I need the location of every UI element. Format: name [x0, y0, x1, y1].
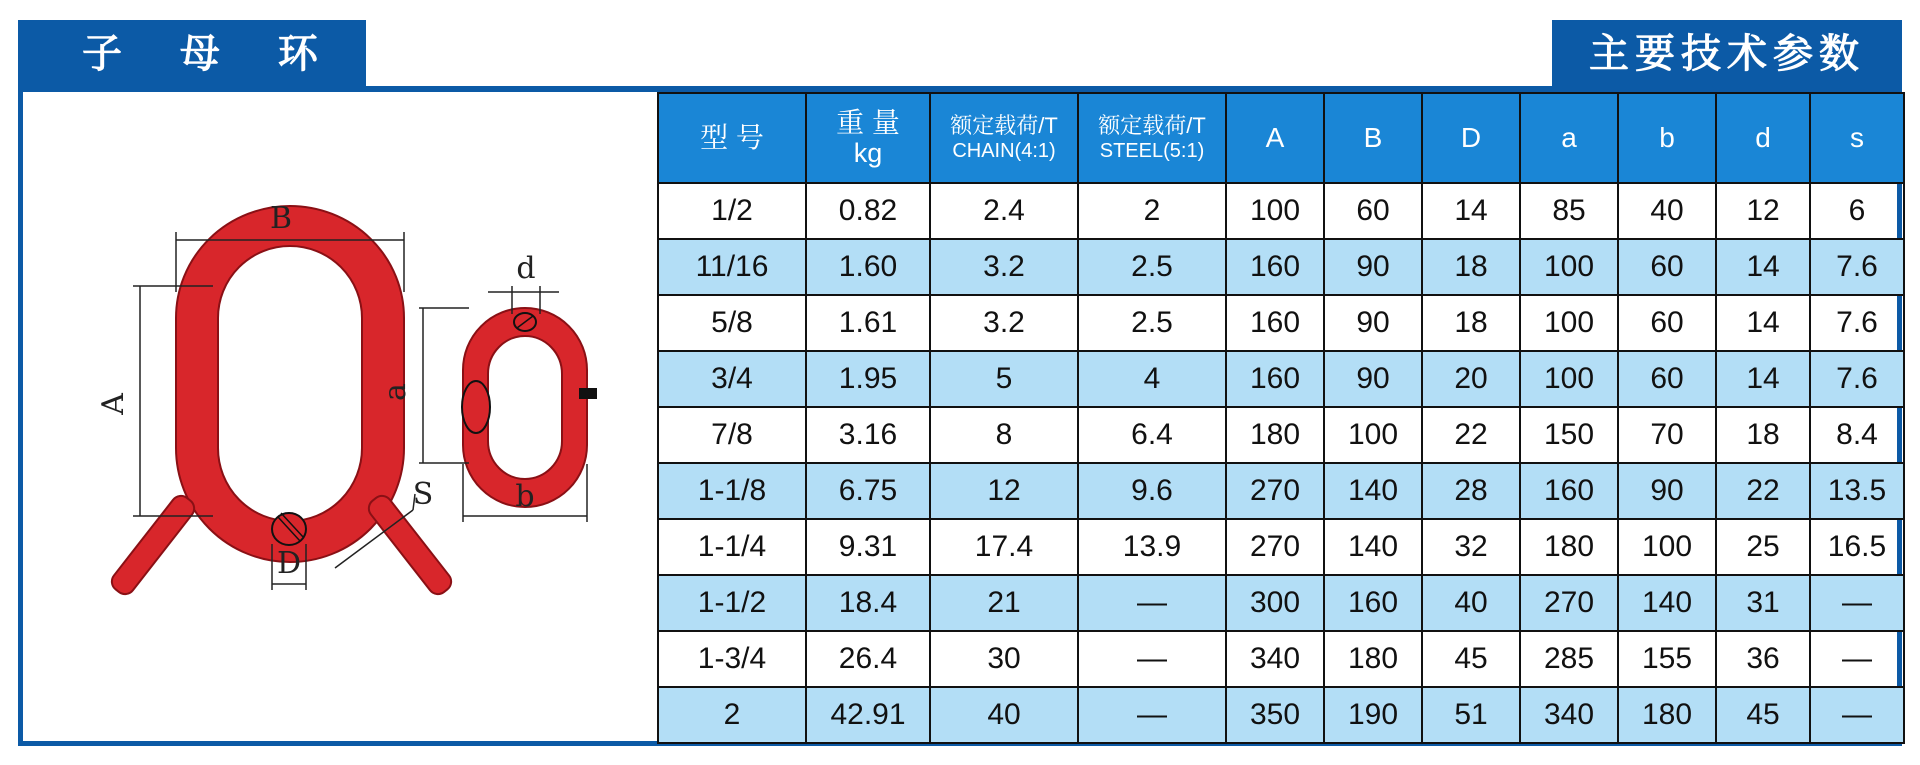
cell-s: 7.6 — [1810, 351, 1904, 407]
col-header-wll-steel — [1078, 93, 1226, 183]
cell-wll-steel: 2.5 — [1078, 295, 1226, 351]
cell-wll-steel: — — [1078, 631, 1226, 687]
cell-B: 90 — [1324, 239, 1422, 295]
label-D: D — [276, 546, 302, 581]
cell-d: 45 — [1716, 687, 1810, 743]
cell-weight: 1.61 — [806, 295, 930, 351]
cell-A: 300 — [1226, 575, 1324, 631]
table-row — [658, 407, 1904, 463]
cell-D: 32 — [1422, 519, 1520, 575]
wll-chain-ratio: CHAIN(4:1) — [952, 140, 1056, 163]
cell-wll-steel: — — [1078, 575, 1226, 631]
cell-B: 60 — [1324, 183, 1422, 239]
cell-wll-steel: 2.5 — [1078, 239, 1226, 295]
cell-wll-chain: 17.4 — [930, 519, 1078, 575]
col-header-wll-chain — [930, 93, 1078, 183]
cell-A: 180 — [1226, 407, 1324, 463]
cell-B: 190 — [1324, 687, 1422, 743]
cell-a: 85 — [1520, 183, 1618, 239]
cell-model: 11/16 — [658, 239, 806, 295]
cell-weight: 9.31 — [806, 519, 930, 575]
cell-d: 12 — [1716, 183, 1810, 239]
cell-b: 140 — [1618, 575, 1716, 631]
cell-weight: 1.60 — [806, 239, 930, 295]
cell-wll-chain: 21 — [930, 575, 1078, 631]
cell-s: 8.4 — [1810, 407, 1904, 463]
cell-wll-steel: 2 — [1078, 183, 1226, 239]
wll-steel-ratio: STEEL(5:1) — [1099, 140, 1205, 163]
cell-A: 350 — [1226, 687, 1324, 743]
cell-d: 22 — [1716, 463, 1810, 519]
cell-s: 7.6 — [1810, 295, 1904, 351]
cell-B: 180 — [1324, 631, 1422, 687]
cell-b: 60 — [1618, 239, 1716, 295]
cell-s: 13.5 — [1810, 463, 1904, 519]
cell-wll-chain: 12 — [930, 463, 1078, 519]
cell-D: 40 — [1422, 575, 1520, 631]
table-row — [658, 351, 1904, 407]
cell-model: 1-1/2 — [658, 575, 806, 631]
cell-weight: 6.75 — [806, 463, 930, 519]
cell-s: 7.6 — [1810, 239, 1904, 295]
cell-a: 180 — [1520, 519, 1618, 575]
cell-d: 31 — [1716, 575, 1810, 631]
cell-wll-chain: 40 — [930, 687, 1078, 743]
cell-A: 270 — [1226, 519, 1324, 575]
cell-A: 160 — [1226, 351, 1324, 407]
cell-B: 140 — [1324, 519, 1422, 575]
cell-A: 340 — [1226, 631, 1324, 687]
col-header-A: A — [1226, 93, 1324, 183]
cell-d: 25 — [1716, 519, 1810, 575]
col-header-d: d — [1716, 93, 1810, 183]
cell-a: 100 — [1520, 239, 1618, 295]
label-a: a — [378, 383, 413, 401]
cell-b: 155 — [1618, 631, 1716, 687]
cell-wll-steel: 4 — [1078, 351, 1226, 407]
table-row — [658, 295, 1904, 351]
cell-model: 1-1/4 — [658, 519, 806, 575]
table-row — [658, 239, 1904, 295]
weight-unit: kg — [853, 137, 883, 168]
cell-B: 90 — [1324, 295, 1422, 351]
cell-s: 16.5 — [1810, 519, 1904, 575]
cell-weight: 3.16 — [806, 407, 930, 463]
cell-wll-chain: 8 — [930, 407, 1078, 463]
col-header-a: a — [1520, 93, 1618, 183]
cell-b: 60 — [1618, 295, 1716, 351]
cell-B: 160 — [1324, 575, 1422, 631]
cell-model: 7/8 — [658, 407, 806, 463]
cell-A: 160 — [1226, 295, 1324, 351]
wll-steel-label: 额定载荷/T — [1098, 112, 1206, 138]
cell-D: 20 — [1422, 351, 1520, 407]
spec-table — [657, 92, 1905, 744]
cell-weight: 42.91 — [806, 687, 930, 743]
cell-D: 18 — [1422, 295, 1520, 351]
col-header-D: D — [1422, 93, 1520, 183]
cell-b: 180 — [1618, 687, 1716, 743]
cell-wll-steel: 9.6 — [1078, 463, 1226, 519]
cell-a: 100 — [1520, 351, 1618, 407]
cell-a: 100 — [1520, 295, 1618, 351]
table-header-row — [658, 93, 1904, 183]
cell-A: 270 — [1226, 463, 1324, 519]
cell-B: 140 — [1324, 463, 1422, 519]
cell-D: 14 — [1422, 183, 1520, 239]
col-header-model: 型 号 — [658, 93, 806, 183]
master-link-diagram — [23, 92, 655, 742]
table-row — [658, 463, 1904, 519]
cell-weight: 26.4 — [806, 631, 930, 687]
label-A: A — [96, 393, 131, 415]
cell-s: — — [1810, 687, 1904, 743]
cell-d: 14 — [1716, 239, 1810, 295]
cell-b: 40 — [1618, 183, 1716, 239]
cell-a: 150 — [1520, 407, 1618, 463]
table-row — [658, 575, 1904, 631]
cell-B: 100 — [1324, 407, 1422, 463]
sub-link-shape — [462, 308, 597, 507]
content-frame — [18, 86, 1902, 746]
cell-wll-chain: 3.2 — [930, 239, 1078, 295]
cell-B: 90 — [1324, 351, 1422, 407]
table-row — [658, 687, 1904, 743]
cell-d: 14 — [1716, 295, 1810, 351]
cell-b: 100 — [1618, 519, 1716, 575]
cell-s: — — [1810, 575, 1904, 631]
cell-weight: 18.4 — [806, 575, 930, 631]
cell-d: 36 — [1716, 631, 1810, 687]
col-header-s: s — [1810, 93, 1904, 183]
cell-model: 5/8 — [658, 295, 806, 351]
spec-table-body — [658, 183, 1904, 743]
cell-weight: 1.95 — [806, 351, 930, 407]
cell-b: 90 — [1618, 463, 1716, 519]
label-S: S — [412, 477, 434, 512]
cell-D: 28 — [1422, 463, 1520, 519]
master-link-shape — [108, 206, 455, 598]
cell-A: 100 — [1226, 183, 1324, 239]
cell-D: 18 — [1422, 239, 1520, 295]
table-row — [658, 519, 1904, 575]
label-B: B — [269, 201, 293, 236]
cell-wll-steel: — — [1078, 687, 1226, 743]
cell-weight: 0.82 — [806, 183, 930, 239]
col-header-b: b — [1618, 93, 1716, 183]
cell-a: 340 — [1520, 687, 1618, 743]
wll-chain-label: 额定载荷/T — [950, 112, 1058, 138]
cell-A: 160 — [1226, 239, 1324, 295]
weight-label: 重 量 — [836, 106, 900, 138]
cell-d: 18 — [1716, 407, 1810, 463]
cell-model: 1-3/4 — [658, 631, 806, 687]
cell-wll-steel: 13.9 — [1078, 519, 1226, 575]
col-header-B: B — [1324, 93, 1422, 183]
cell-a: 285 — [1520, 631, 1618, 687]
cell-b: 60 — [1618, 351, 1716, 407]
cell-model: 1/2 — [658, 183, 806, 239]
table-row — [658, 183, 1904, 239]
cell-model: 2 — [658, 687, 806, 743]
cell-a: 270 — [1520, 575, 1618, 631]
cell-s: 6 — [1810, 183, 1904, 239]
cell-wll-steel: 6.4 — [1078, 407, 1226, 463]
section-title: 主要技术参数 — [1552, 20, 1902, 88]
cell-D: 51 — [1422, 687, 1520, 743]
cell-a: 160 — [1520, 463, 1618, 519]
cell-d: 14 — [1716, 351, 1810, 407]
product-title: 子 母 环 — [18, 20, 366, 88]
cell-wll-chain: 30 — [930, 631, 1078, 687]
cell-model: 1-1/8 — [658, 463, 806, 519]
cell-D: 22 — [1422, 407, 1520, 463]
table-row — [658, 631, 1904, 687]
label-b: b — [515, 479, 535, 514]
cell-D: 45 — [1422, 631, 1520, 687]
cell-wll-chain: 2.4 — [930, 183, 1078, 239]
cell-wll-chain: 3.2 — [930, 295, 1078, 351]
cell-b: 70 — [1618, 407, 1716, 463]
label-d: d — [516, 251, 536, 286]
col-header-weight — [806, 93, 930, 183]
cell-wll-chain: 5 — [930, 351, 1078, 407]
cell-s: — — [1810, 631, 1904, 687]
cell-model: 3/4 — [658, 351, 806, 407]
